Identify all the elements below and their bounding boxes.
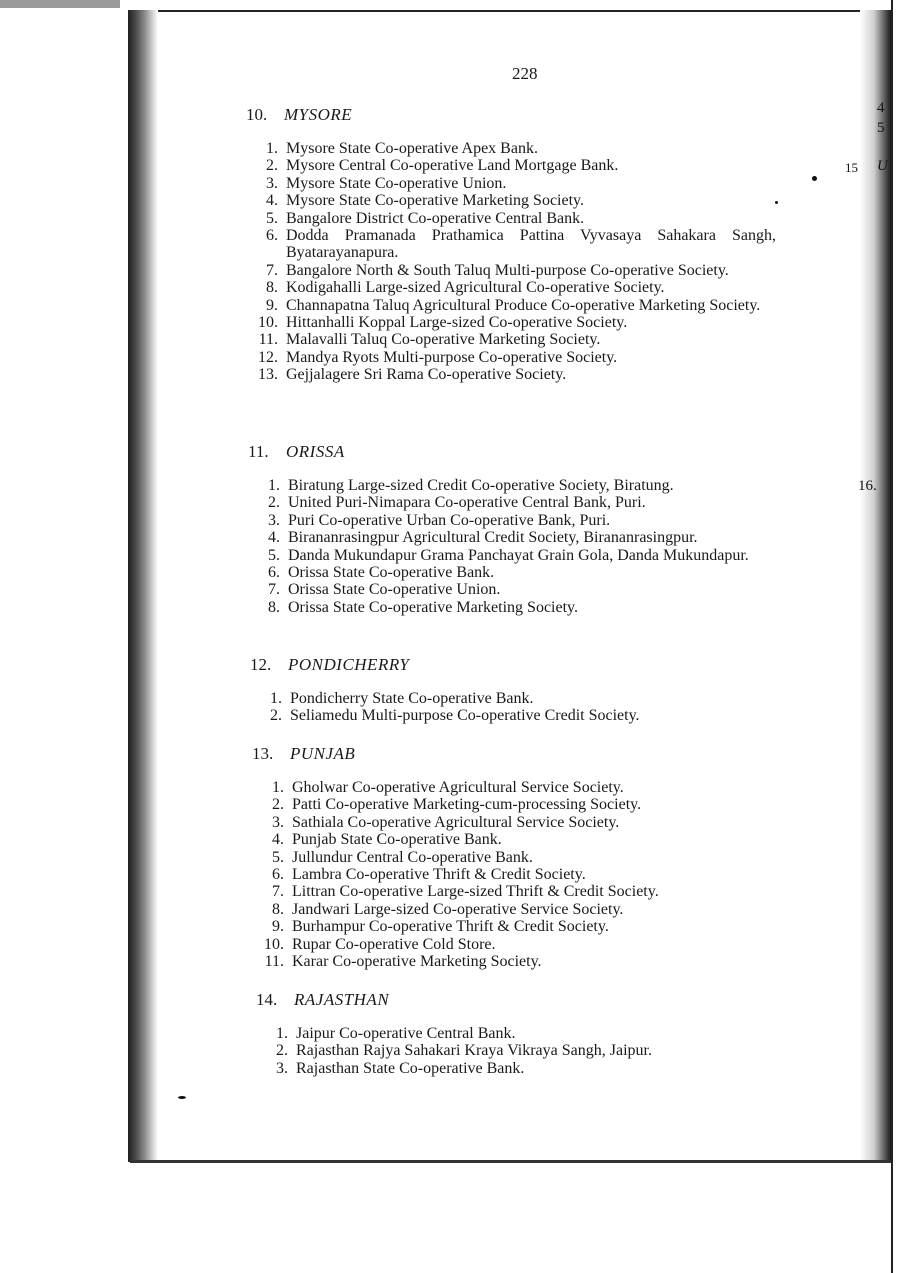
list-item <box>248 581 778 598</box>
list-item <box>246 366 776 383</box>
list-item-number: 8. <box>272 900 284 918</box>
list-item <box>252 901 782 918</box>
list-item-number: 3. <box>276 1059 288 1077</box>
list-item-number: 5. <box>268 546 280 564</box>
list-item <box>246 262 776 279</box>
scan-speck <box>812 176 817 181</box>
list-item-text: Jullundur Central Co-operative Bank. <box>292 848 533 866</box>
section-title: ORISSA <box>286 442 345 461</box>
facing-page-fragment: 15 <box>845 160 858 175</box>
list-item-text: Danda Mukundapur Grama Panchayat Grain Gola, Danda Mukundapur. <box>288 546 749 564</box>
list-item <box>246 192 776 209</box>
list-item-number: 11. <box>258 331 278 349</box>
list-item <box>256 1060 786 1077</box>
list-item-text: Punjab State Co-operative Bank. <box>292 831 502 849</box>
section-number: 14. <box>256 990 278 1009</box>
list-item <box>246 157 776 174</box>
section-number: 13. <box>252 744 274 763</box>
facing-page-fragment: 4 <box>877 100 885 116</box>
section-title: MYSORE <box>284 105 353 124</box>
section-rajasthan <box>256 989 786 1077</box>
list-item-text: Littran Co-operative Large-sized Thrift & Credit Society. <box>292 883 659 901</box>
scan-speck <box>178 1096 186 1099</box>
list-item-text: Mysore State Co-operative Marketing Society. <box>286 192 584 210</box>
list-item-number: 2. <box>268 494 280 512</box>
list-item-number: 5. <box>266 209 278 227</box>
section-list <box>252 779 782 970</box>
list-item <box>252 779 782 796</box>
list-item <box>246 297 776 314</box>
section-punjab <box>252 743 782 970</box>
list-item-number: 7. <box>266 261 278 279</box>
list-item-number: 2. <box>270 707 282 725</box>
list-item-text: Channapatna Taluq Agricultural Produce Co-operative Marketing Society. <box>286 296 761 314</box>
list-item <box>248 477 778 494</box>
list-item-text: Jaipur Co-operative Central Bank. <box>296 1025 516 1042</box>
section-list <box>246 140 776 384</box>
scan-top-edge <box>0 0 120 8</box>
list-item-text: Gholwar Co-operative Agricultural Service Society. <box>292 779 624 796</box>
list-item-number: 6. <box>272 866 284 884</box>
list-item <box>246 349 776 366</box>
list-item-number: 4. <box>266 192 278 210</box>
section-number: 11. <box>248 442 269 461</box>
section-title: PONDICHERRY <box>288 655 410 674</box>
binding-shadow-left <box>128 10 158 1162</box>
list-item-text: Mysore Central Co-operative Land Mortgage Bank. <box>286 157 619 175</box>
list-item <box>252 883 782 900</box>
list-item-text: Sathiala Co-operative Agricultural Service Society. <box>292 813 620 831</box>
section-pondicherry <box>250 654 780 725</box>
list-item <box>252 953 782 970</box>
section-number: 10. <box>246 105 268 124</box>
list-item-text: Dodda Pramanada Prathamica Pattina Vyvasaya Sahakara Sangh, Byatarayanapura. <box>286 227 776 262</box>
list-item-text: Bangalore North & South Taluq Multi-purpose Co-operative Society. <box>286 261 729 279</box>
list-item-number: 4. <box>268 529 280 547</box>
scan-right-edge <box>891 0 893 1273</box>
list-item-number: 2. <box>276 1042 288 1060</box>
list-item-text: Karar Co-operative Marketing Society. <box>292 953 542 971</box>
list-item <box>248 599 778 616</box>
section-list <box>248 477 778 616</box>
list-item <box>248 529 778 546</box>
list-item <box>246 175 776 192</box>
list-item-text: Patti Co-operative Marketing-cum-processing Society. <box>292 796 642 814</box>
list-item <box>252 831 782 848</box>
list-item <box>248 512 778 529</box>
list-item-text: Orissa State Co-operative Bank. <box>288 564 495 582</box>
list-item-number: 10. <box>258 314 278 332</box>
list-item-text: Seliamedu Multi-purpose Co-operative Credit Society. <box>290 707 640 725</box>
section-heading <box>256 989 786 1011</box>
list-item <box>248 564 778 581</box>
section-number: 12. <box>250 655 272 674</box>
page-number: 228 <box>512 64 538 83</box>
list-item-number: 1. <box>276 1025 288 1042</box>
list-item-number: 8. <box>266 279 278 297</box>
list-item-text: Gejjalagere Sri Rama Co-operative Society. <box>286 366 567 384</box>
list-item-text: Mandya Ryots Multi-purpose Co-operative Society. <box>286 348 618 366</box>
list-item-text: Puri Co-operative Urban Co-operative Bank, Puri. <box>288 511 611 529</box>
list-item <box>252 936 782 953</box>
section-title: RAJASTHAN <box>294 990 390 1009</box>
list-item-number: 2. <box>272 796 284 814</box>
list-item-text: Rupar Co-operative Cold Store. <box>292 935 496 953</box>
list-item-number: 11. <box>264 953 284 971</box>
list-item-number: 9. <box>272 918 284 936</box>
list-item <box>246 331 776 348</box>
section-mysore <box>246 104 776 384</box>
facing-page-fragment: U <box>877 158 888 174</box>
list-item-number: 3. <box>268 511 280 529</box>
page-bottom-border <box>130 1160 891 1163</box>
list-item-number: 4. <box>272 831 284 849</box>
list-item-text: Hittanhalli Koppal Large-sized Co-operative Society. <box>286 314 628 332</box>
list-item-number: 1. <box>270 690 282 707</box>
list-item-text: Lambra Co-operative Thrift & Credit Society. <box>292 866 586 884</box>
list-item-number: 10. <box>264 935 284 953</box>
section-heading <box>248 441 778 463</box>
list-item-number: 9. <box>266 296 278 314</box>
section-heading <box>250 654 780 676</box>
list-item-number: 5. <box>272 848 284 866</box>
list-item-text: Mysore State Co-operative Union. <box>286 174 507 192</box>
list-item-text: United Puri-Nimapara Co-operative Central Bank, Puri. <box>288 494 646 512</box>
list-item-text: Biratung Large-sized Credit Co-operative Society, Biratung. <box>288 477 674 494</box>
list-item-number: 3. <box>266 174 278 192</box>
list-item-number: 2. <box>266 157 278 175</box>
list-item-number: 13. <box>258 366 278 384</box>
list-item-text: Orissa State Co-operative Union. <box>288 581 501 599</box>
facing-page-fragment: 16. <box>858 478 877 494</box>
list-item-text: Kodigahalli Large-sized Agricultural Co-operative Society. <box>286 279 665 297</box>
list-item <box>248 547 778 564</box>
list-item-text: Jandwari Large-sized Co-operative Service Society. <box>292 900 624 918</box>
list-item-text: Bangalore District Co-operative Central Bank. <box>286 209 585 227</box>
list-item <box>250 707 780 724</box>
list-item <box>250 690 780 707</box>
list-item-text: Malavalli Taluq Co-operative Marketing Society. <box>286 331 601 349</box>
list-item <box>256 1025 786 1042</box>
list-item-number: 3. <box>272 813 284 831</box>
list-item <box>246 279 776 296</box>
list-item <box>256 1042 786 1059</box>
list-item-number: 8. <box>268 598 280 616</box>
section-list <box>256 1025 786 1077</box>
list-item-number: 1. <box>268 477 280 494</box>
list-item <box>246 140 776 157</box>
list-item-text: Burhampur Co-operative Thrift & Credit Society. <box>292 918 609 936</box>
list-item <box>252 866 782 883</box>
section-title: PUNJAB <box>290 744 356 763</box>
facing-page-shadow-right <box>860 10 891 1162</box>
list-item-number: 6. <box>268 564 280 582</box>
list-item <box>246 314 776 331</box>
list-item-number: 7. <box>268 581 280 599</box>
section-list <box>250 690 780 725</box>
list-item-text: Mysore State Co-operative Apex Bank. <box>286 140 538 157</box>
page-top-border <box>130 10 891 12</box>
list-item <box>246 210 776 227</box>
list-item <box>252 849 782 866</box>
list-item-text: Birananrasingpur Agricultural Credit Society, Birananrasingpur. <box>288 529 698 547</box>
list-item <box>252 796 782 813</box>
list-item-text: Orissa State Co-operative Marketing Society. <box>288 598 578 616</box>
section-orissa <box>248 441 778 616</box>
list-item-number: 7. <box>272 883 284 901</box>
list-item <box>252 814 782 831</box>
list-item-number: 1. <box>272 779 284 796</box>
list-item-text: Pondicherry State Co-operative Bank. <box>290 690 534 707</box>
section-heading <box>252 743 782 765</box>
facing-page-fragment: 5 <box>877 120 885 136</box>
list-item-number: 1. <box>266 140 278 157</box>
list-item <box>248 494 778 511</box>
list-item-number: 12. <box>258 348 278 366</box>
section-heading <box>246 104 776 126</box>
list-item-number: 6. <box>266 227 278 245</box>
list-item <box>252 918 782 935</box>
list-item-text: Rajasthan State Co-operative Bank. <box>296 1059 525 1077</box>
list-item <box>246 227 776 262</box>
list-item-text: Rajasthan Rajya Sahakari Kraya Vikraya Sangh, Jaipur. <box>296 1042 652 1060</box>
